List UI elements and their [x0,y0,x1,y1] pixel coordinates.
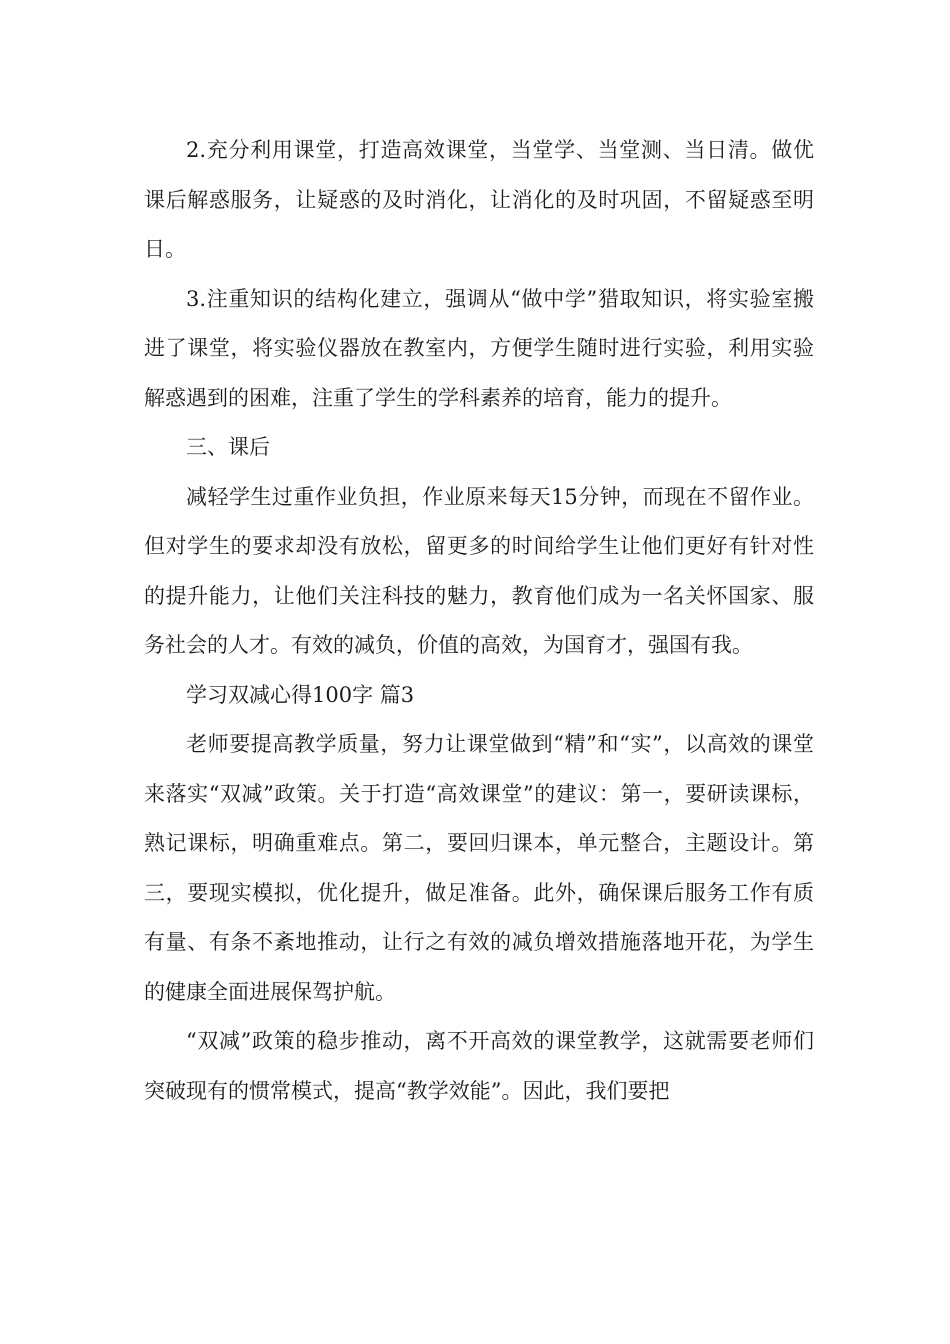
document-body [144,126,814,1116]
section-heading-after-class: 三、课后 [186,435,270,459]
paragraph-teaching-quality: 老师要提高教学质量，努力让课堂做到“精”和“实”，以高效的课堂来落实“双减”政策。关于打造“高效课堂”的建议：第一，要研读课标，熟记课标，明确重难点。第二，要回归课本，单元整合，主题设计。第三，要现实模拟，优化提升，做足准备。此外，确保课后服务工作有质有量、有条不紊地推动，让行之有效的减负增效措施落地开花，为学生的健康全面进展保驾护航。 [144,732,814,1004]
paragraph-double-reduction-policy: “双减”政策的稳步推动，离不开高效的课堂教学，这就需要老师们突破现有的惯常模式，提高“教学效能”。因此，我们要把 [144,1029,814,1103]
paragraph-structured-knowledge: 3.注重知识的结构化建立，强调从“做中学”猎取知识，将实验室搬进了课堂，将实验仪器放在教室内，方便学生随时进行实验，利用实验解惑遇到的困难，注重了学生的学科素养的培育，能力的提升。 [144,286,814,410]
article-heading-part-3: 学习双减心得100字 篇3 [186,682,415,707]
paragraph-classroom-efficiency: 2.充分利用课堂，打造高效课堂，当堂学、当堂测、当日清。做优课后解惑服务，让疑惑的及时消化，让消化的及时巩固，不留疑惑至明日。 [144,138,814,261]
paragraph-homework-reduction: 减轻学生过重作业负担，作业原来每天15分钟，而现在不留作业。但对学生的要求却没有放松，留更多的时间给学生让他们更好有针对性的提升能力，让他们关注科技的魅力，教育他们成为一名关怀国家、服务社会的人才。有效的减负，价值的高效，为国育才，强国有我。 [144,484,814,657]
